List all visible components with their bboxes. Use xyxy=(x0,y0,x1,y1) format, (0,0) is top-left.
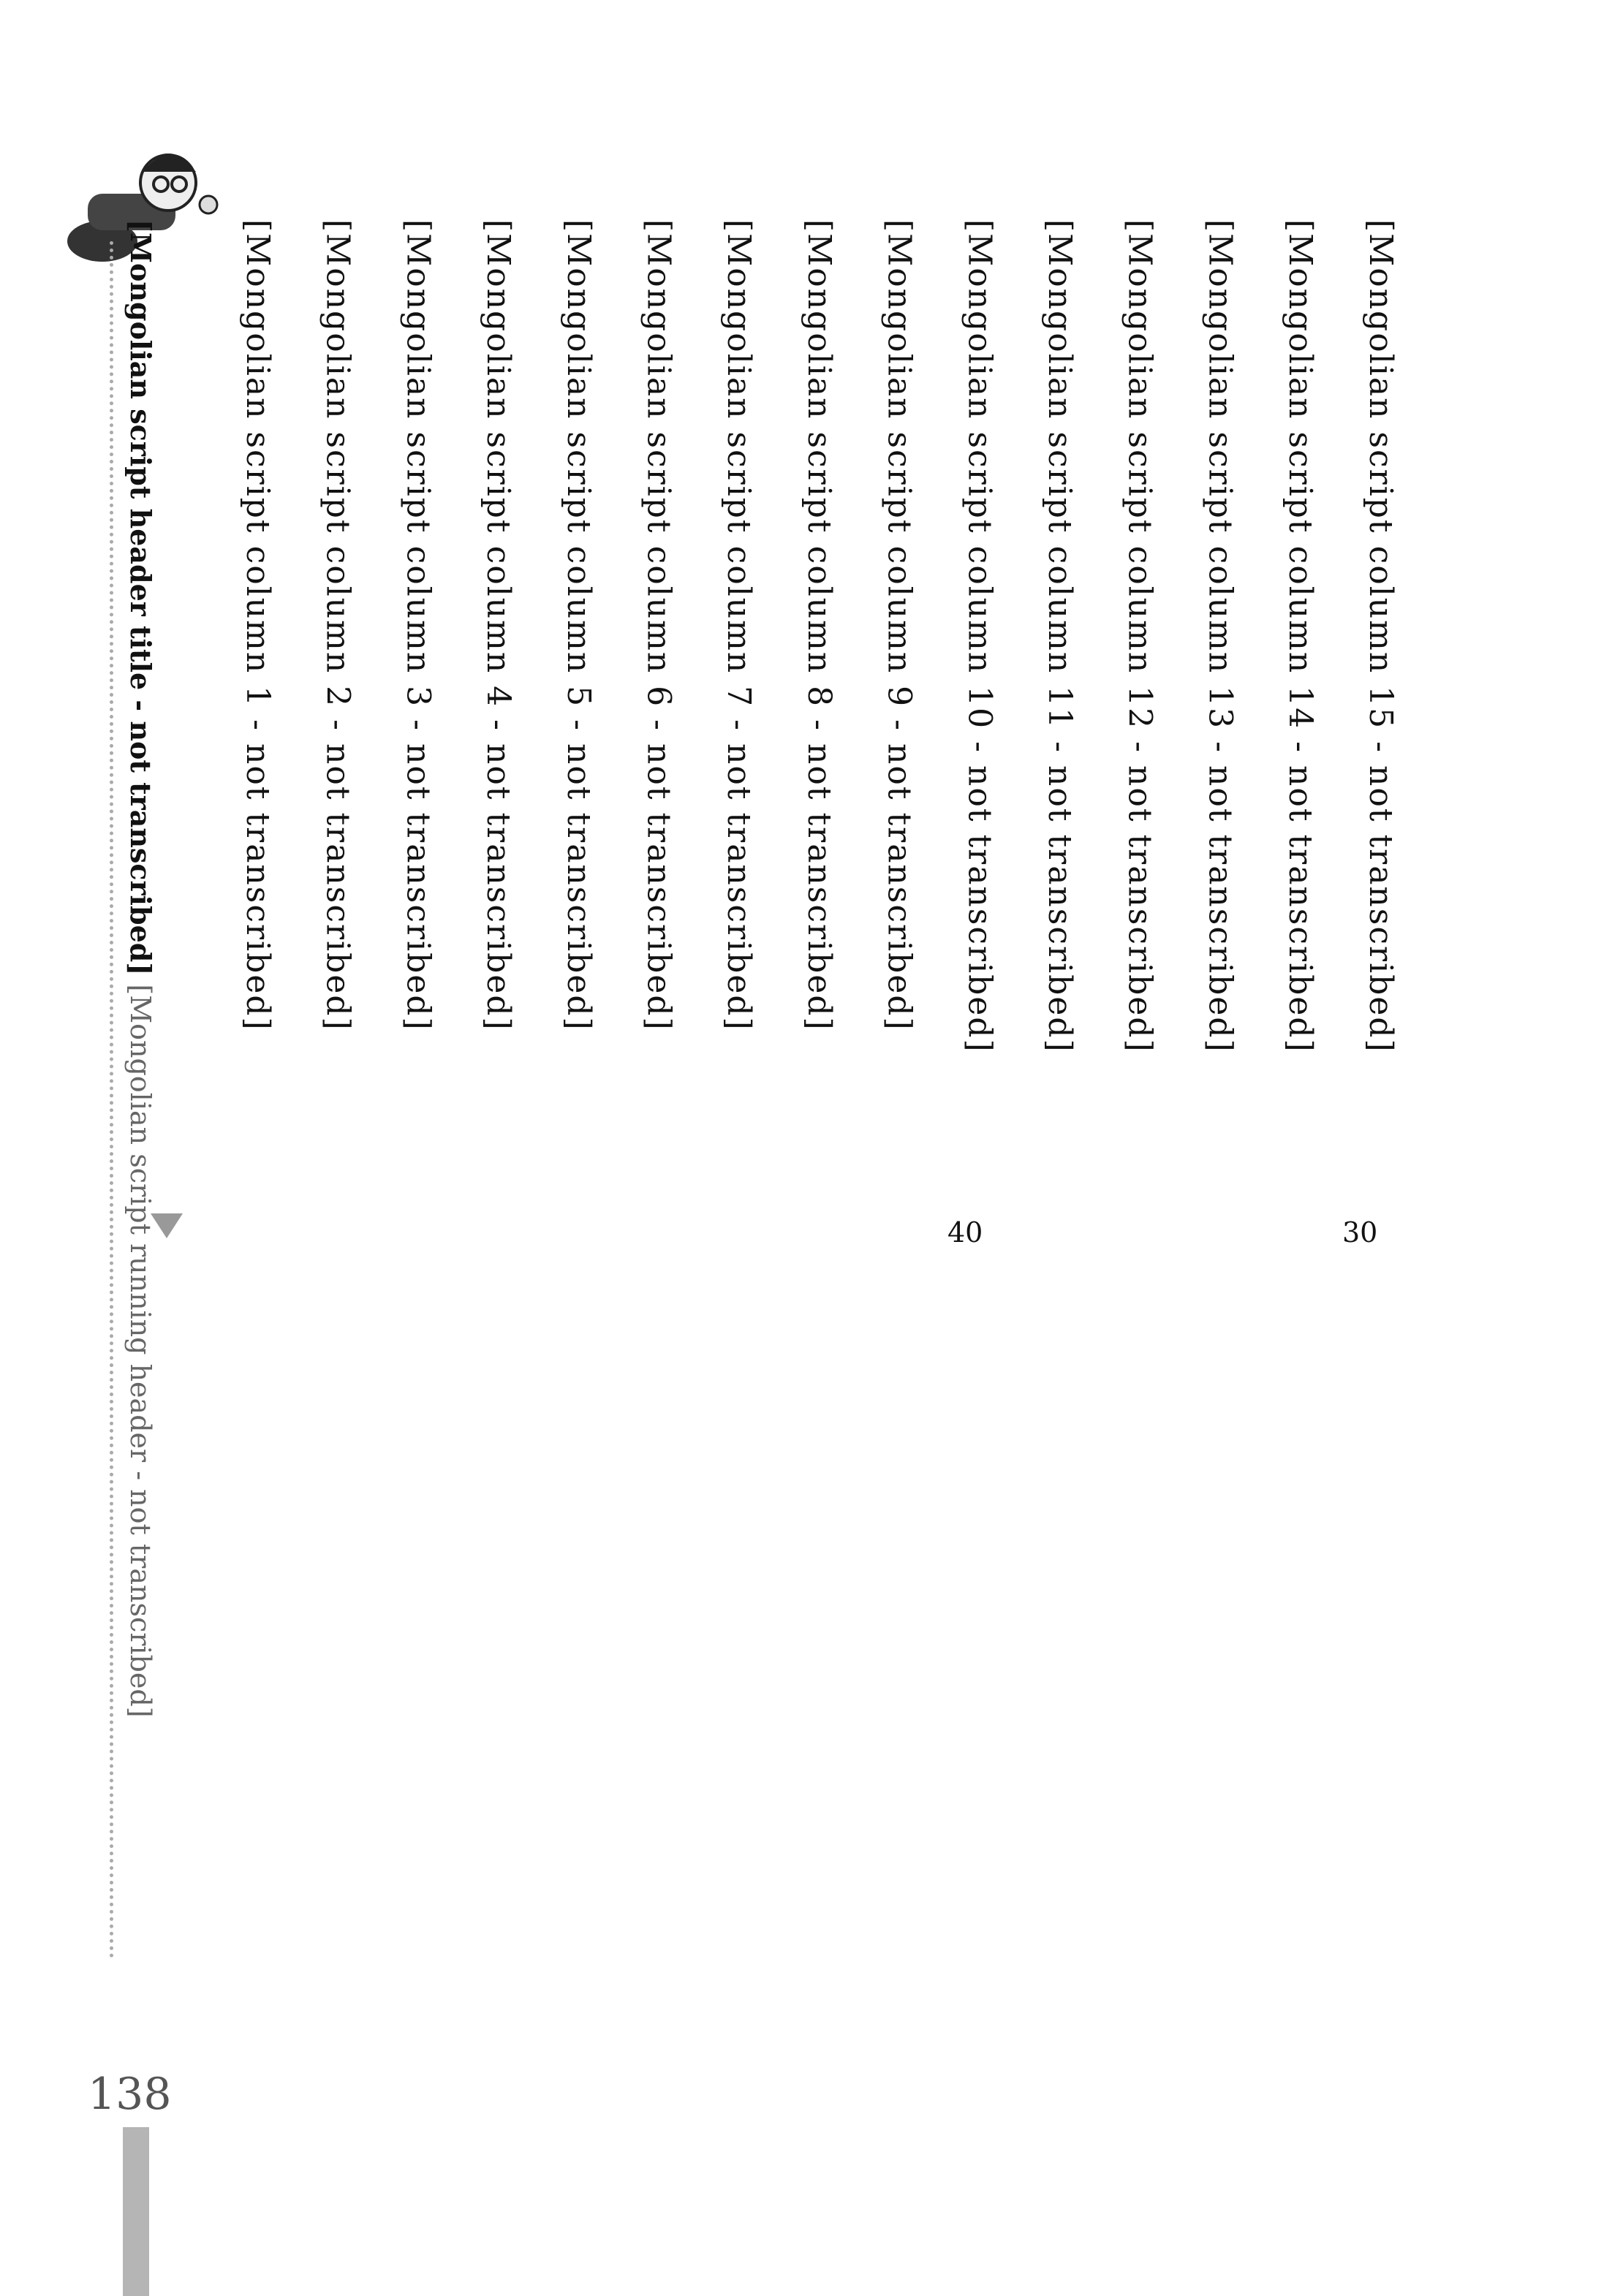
text-column: [Mongolian script column 5 - not transcribed] xyxy=(559,219,597,1031)
text-column: [Mongolian script column 8 - not transcribed] xyxy=(800,219,838,1031)
text-column: [Mongolian script column 10 - not transcribed] xyxy=(961,219,999,1053)
inline-numeral: 30 xyxy=(1342,1216,1378,1249)
text-column: [Mongolian script column 7 - not transcribed] xyxy=(720,219,758,1031)
text-column: [Mongolian script column 1 - not transcribed] xyxy=(239,219,276,1031)
inline-numeral: 40 xyxy=(947,1216,983,1249)
text-column: [Mongolian script column 6 - not transcribed] xyxy=(640,219,678,1031)
margin-dotted-rule xyxy=(110,241,113,1959)
text-column: [Mongolian script column 14 - not transcribed] xyxy=(1282,219,1320,1053)
text-column: [Mongolian script column 11 - not transcribed] xyxy=(1041,219,1079,1053)
header-title: [Mongolian script header title - not transcribed] xyxy=(124,219,157,976)
page-number: 138 xyxy=(88,2069,172,2120)
text-column: [Mongolian script column 9 - not transcribed] xyxy=(880,219,918,1031)
text-column: [Mongolian script column 15 - not transcribed] xyxy=(1361,219,1399,1053)
text-column: [Mongolian script column 12 - not transcribed] xyxy=(1121,219,1159,1053)
header-subtitle: [Mongolian script running header - not transcribed] xyxy=(124,984,156,1718)
text-column: [Mongolian script column 13 - not transcribed] xyxy=(1201,219,1239,1053)
running-header xyxy=(124,219,168,1718)
text-column: [Mongolian script column 4 - not transcribed] xyxy=(480,219,518,1031)
thumb-tab xyxy=(123,2127,149,2296)
body-text xyxy=(239,219,1399,1762)
text-column: [Mongolian script column 3 - not transcribed] xyxy=(399,219,437,1031)
text-column: [Mongolian script column 2 - not transcribed] xyxy=(319,219,357,1031)
